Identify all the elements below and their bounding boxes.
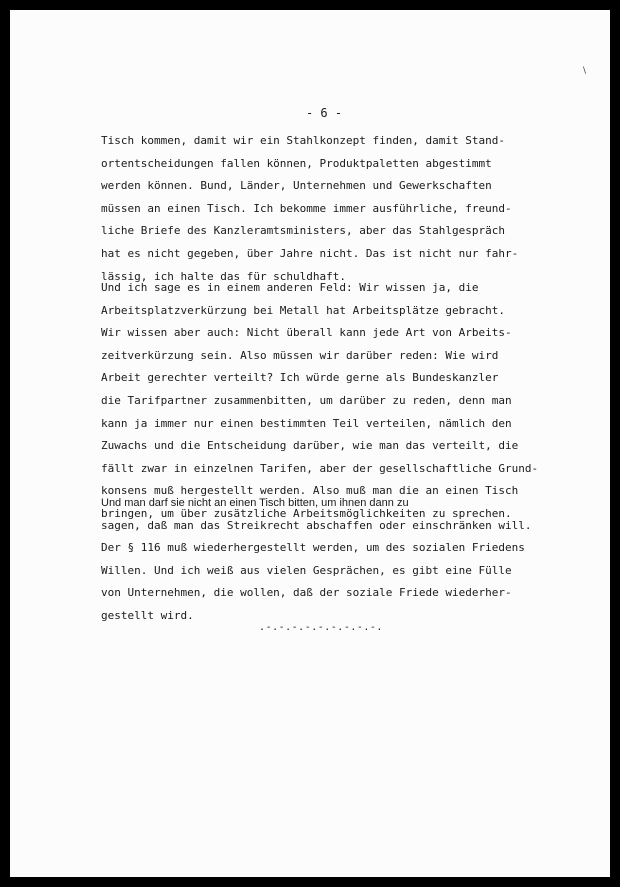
text-line: fällt zwar in einzelnen Tarifen, aber der gesellschaftliche Grund- [101,461,539,475]
text-line: Zuwachs und die Entscheidung darüber, wie man das verteilt, die [101,439,519,453]
text-line: werden können. Bund, Länder, Unternehmen und Gewerkschaften [101,179,492,193]
text-line: Arbeitsplatzverkürzung bei Metall hat Arbeitsplätze gebracht. [101,303,505,317]
text-line: gestellt wird. [101,608,194,622]
text-line: Der § 116 muß wiederhergestellt werden, um des sozialen Friedens [101,541,525,555]
text-line: kann ja immer nur einen bestimmten Teil verteilen, nämlich den [101,416,512,430]
text-line: müssen an einen Tisch. Ich bekomme immer ausführliche, freund- [101,201,512,215]
corner-mark: \ [582,66,586,76]
text-line: liche Briefe des Kanzleramtsministers, aber das Stahlgespräch [101,224,505,238]
paragraph [101,492,571,628]
text-line: Und ich sage es in einem anderen Feld: Wir wissen ja, die [101,281,479,294]
paragraph [101,277,571,526]
text-line: hat es nicht gegeben, über Jahre nicht. Das ist nicht nur fahr- [101,246,519,260]
text-line: ortentscheidungen fallen können, Produktpaletten abgestimmt [101,156,492,170]
document-page [10,10,610,877]
page-number: - 6 - [305,106,343,120]
text-line: Willen. Und ich weiß aus vielen Gesprächen, es gibt eine Fülle [101,563,512,577]
text-line: Und man darf sie nicht an einen Tisch bitten, um ihnen dann zu [101,497,409,509]
text-line: lässig, ich halte das für schuldhaft. [101,269,347,283]
text-line: von Unternehmen, die wollen, daß der soziale Friede wiederher- [101,586,512,600]
text-line: Arbeit gerechter verteilt? Ich würde gerne als Bundeskanzler [101,371,499,385]
text-line: Tisch kommen, damit wir ein Stahlkonzept finden, damit Stand- [101,134,505,147]
paragraph [101,130,571,288]
text-line: zeitverkürzung sein. Also müssen wir darüber reden: Wie wird [101,348,499,362]
text-line: sagen, daß man das Streikrecht abschaffen oder einschränken will. [101,518,532,532]
end-mark: .-.-.-.-.-.-.-.-.-. [259,622,383,633]
text-line: Wir wissen aber auch: Nicht überall kann jede Art von Arbeits- [101,326,512,340]
text-line: die Tarifpartner zusammenbitten, um darüber zu reden, denn man [101,393,512,407]
text-line: konsens muß hergestellt werden. Also muß man die an einen Tisch [101,484,519,498]
text-line: bringen, um über zusätzliche Arbeitsmöglichkeiten zu sprechen. [101,506,512,520]
